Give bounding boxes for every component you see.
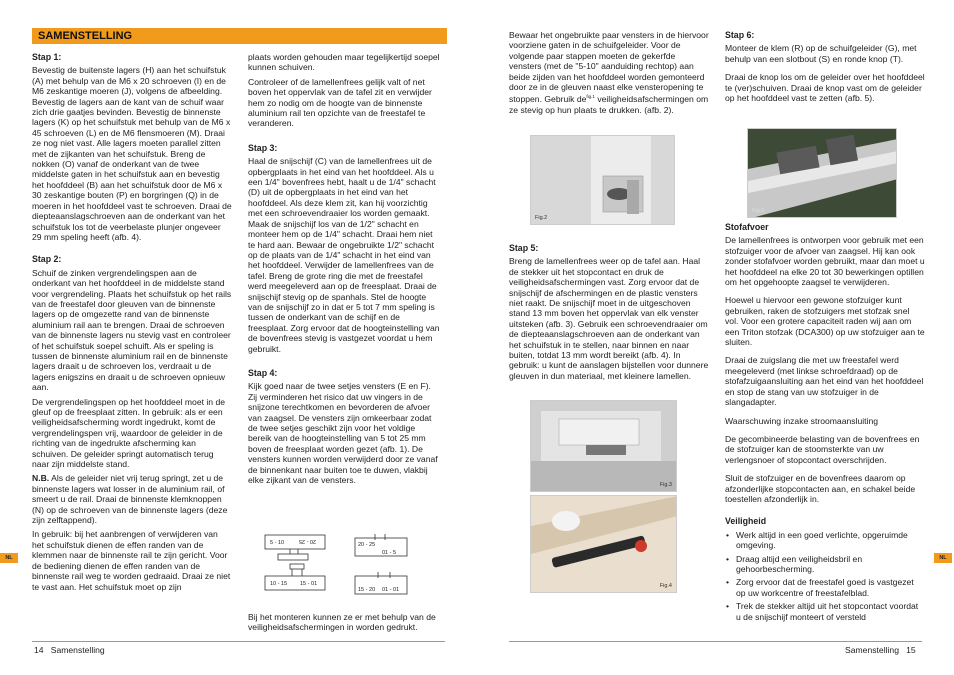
stap2-heading: Stap 2: [32,254,62,265]
language-tab-right: NL [934,553,952,563]
stap6-text1: Monteer de klem (R) op de schuifgeleider (G), met behulp van een slotbout (S) en ronde knop (T). [725,43,917,64]
stap2-text2: De vergrendelingspen op het hoofddeel moet in de gleuf op de freesplaat zitten. In gebruik: als er een veiligheidsafscherming wordt ingedrukt, komt de vergrendelingspen vrij, waardoor de geleider in de richting van de ingedrukte afscherming kan schuiven. De geleider springt automatisch terug naar zijn middelste stand. [32,396,226,470]
stof-text5: De gecombineerde belasting van de bovenfrees en de stofzuiger kan de stoomsterkte van uw verlengsnoer of stopcontact overschrijden. [725,433,920,465]
window-label: 20 - 25 [298,538,316,544]
footer-right [845,645,916,655]
window-plate [278,554,308,560]
window-sketch-figure [250,530,440,608]
right-column-1 [509,30,709,123]
footer-rule-left [32,641,445,642]
fig2-guard [627,180,639,214]
window-label: 01 - 5 [382,550,397,556]
window-label: 15 - 01 [300,581,318,587]
after-figure-text-block [248,612,443,641]
page-number-right: 15 [906,645,916,655]
fig4-caption: Fig.4 [659,583,672,589]
stap6-heading: Stap 6: [725,30,755,40]
fig5-caption: Fig.5 [752,208,765,214]
veiligheid-item: • Zorg ervoor dat de freestafel goed is vastgezet op uw workcentre of freestafelblad. [725,577,925,598]
nb-text: Als de geleider niet vrij terug springt, zet u de binnenste lagers wat losser in de aluminium rail, of smeert u de rail. Draai de binnenste klemknoppen (N) op de schroeven van de binnenste lagers (deze zijn zelftappend). [32,473,228,526]
fig3-table-surface [531,461,677,492]
fig3-cutter [586,445,626,455]
fig4-hand [552,511,580,531]
stap5-heading: Stap 5: [509,243,539,253]
window-label: 10 - 15 [270,581,288,587]
veiligheid-item: • Draag altijd een veiligheidsbril en gehoorbescherming. [725,554,925,575]
fig5-illustration [748,129,897,218]
stap4-heading: Stap 4: [248,367,278,378]
cont-text1: plaats worden gehouden maar tegelijkertijd soepel kunnen schuiven. [248,52,440,73]
footer-rule-right [509,641,922,642]
left-column-2 [248,52,440,493]
stap6-text2: Draai de knop los om de geleider over het hoofddeel te (ver)schuiven. Draai de knop vast om de geleider op het hoofddeel vast te zetten (afb. 5). [725,72,925,104]
stof-text6: Sluit de stofzuiger en de bovenfrees daarom op afzonderlijke stopcontacten aan, en schakel beide toestellen afzonderlijk in. [725,473,916,504]
fig4-illustration [531,496,677,593]
fig5-clamp [826,135,858,165]
stofafvoer-block [725,222,925,625]
veiligheid-list [725,530,925,622]
cont-text2: Controleer of de lamellenfrees gelijk valt of net boven het oppervlak van de tafel zit en verwijder hem zo nodig om de hoogte van de binnenste aluminium rail ten opzichte van de freestafel te veranderen. [248,76,432,129]
section-title: SAMENSTELLING [38,30,133,42]
intro-text: Bewaar het ongebruikte paar vensters in de hiervoor voorziene gaten in de schuifgeleider. Voor de volgende paar stappen moeten de gekerfde vensters (met de "5-10" aanduiding rechtop) aan beide zijden van het hoofddeel worden gemonteerd door ze in de gleuven naast elke vensteropening te stoppen. Gebruik de [509,30,709,105]
window-plate [290,564,304,569]
after-figure-text: Bij het monteren kunnen ze er met behulp van de veiligheidsafschermingen in worden gedrukt. [248,612,436,633]
page-number-left: 14 [34,645,44,655]
intro-superscript: fig.1 [586,94,595,100]
fig4-photo [530,495,677,593]
stof-text1: De lamellenfrees is ontworpen voor gebruik met een stofzuiger voor de afvoer van zaagsel. Hij kan ook zonder stofafvoer worden gebruikt, maar dan moet u het hoofddeel na elke 20 tot 30 bewerkingen optillen om het opgehoopte zaagsel te verwijderen. [725,235,925,288]
nb-paragraph [32,473,232,525]
stof-text3: Draai de zuigslang die met uw freestafel werd meegeleverd (met linkse schroefdraad) op de stofafzuigaansluiting aan het eind van het hoofddeel en stop de stang van uw stofzuiger in de slangadapter. [725,355,924,408]
fig3-photo [530,400,677,492]
fig2-caption: Fig.2 [535,215,548,221]
stap5-block [509,243,709,389]
fig3-illustration [531,401,677,492]
fig4-red-knob [635,540,647,552]
stap4-text: Kijk goed naar de twee setjes vensters (E en F). Zij verminderen het risico dat uw vingers in de snijzone terechtkomen en bevorderen de afvoer van zaagsel. De vensters zijn omkeerbaar zodat de twee setjes geschikt zijn voor het voldige bereik van de hoogteinstelling van 5 tot 25 mm boven de freesplaat worden gezet (afb. 1). De vensters kunnen worden verwijderd door ze vanaf de binnenkant naar buiten toe te duwen, vlakbij elke zijkant van de vensters. [248,381,438,486]
footer-left [34,645,105,655]
footer-section-left: Samenstelling [50,645,105,655]
veiligheid-item: • Werk altijd in een goed verlichte, opgeruimde omgeving. [725,530,925,551]
intro-text-end: veiligheidsafschermingen om ze stevig op hun plaats te drukken. (afb. 2). [509,94,709,115]
stofafvoer-heading: Stofafvoer [725,222,769,232]
stap5-text: Breng de lamellenfrees weer op de tafel aan. Haal de stekker uit het stopcontact en druk de veiligheidsafschermingen vast. Zorg ervoor dat de snijschijf de afschermingen en de plastic vensters niet raakt. De snijschijf moet in de uitgeschoven stand 13 mm boven het oppervlak van elk venster uitsteken (afb. 3). Gebruik een schroevendraaier om de diepteaanslagschroeven aan de onderkant van het schuifstuk in te stellen, naar binnen en naar buiten, totdat 13 mm wordt bereikt (afb. 4). In gebruik: u kunt de aanslagen bijstellen voor dunnere gleuven in dun materiaal, met kleinere lamellen. [509,256,709,381]
fig5-photo [747,128,897,218]
stap2-text3: In gebruik: bij het aanbrengen of verwijderen van het schuifstuk dienen de effen randen van de klemmen naar de binnenste rail te zijn gericht. Voor de bediening dienen de effen randen van de binnenste rail weg te worden gedraaid. Draai ze niet te vast aan. Het schuifstuk moet op zijn [32,529,231,592]
nb-label: N.B. [32,473,50,484]
section-banner [32,28,447,44]
fig2-photo [530,135,675,225]
stap1-text: Bevestig de buitenste lagers (H) aan het schuifstuk (A) met behulp van de M6 x 20 schroeven (I) en de M6 zeskantige moeren (J), volgens de afbeelding. Bevestig de lagers aan de kant van de schuif waar zich drie gaatjes bevinden. Bevestig de binnenste lagers (K) op het schuifstuk met behulp van de M6 x 45 schroeven (L) en de M6 flensmoeren (M). Draai ze nog niet vast. Alle lagers moeten parallel zitten met de zijkanten van het schuifstuk. Breng de nokken (O) vanaf de onderkant van de twee middelste gaten in het schuifstuk aan en bevestig het hoofddeel (B) aan het schuifstuk door de M6 x 30 zeskantige bouten (P) en borgringen (Q) in de moeren in het hoofddeel vast te schroeven. Draai de diepteaanslagschroeven aan de onderkant van het schuifstuk los tot de veerbelaste plunjer ongeveer 29 mm speling heeft (afb. 4). [32,65,232,242]
stof-text2: Hoewel u hiervoor een gewone stofzuiger kunt gebruiken, raken de stofzuigers met stofzak snel vol. Voor een grotere capaciteit raden wij aan om een Triton stofzak (DCA300) op uw stofzuiger aan te sluiten. [725,295,925,348]
intro-paragraph [509,30,709,115]
window-label: 20 - 25 [358,542,376,548]
stap1-heading: Stap 1: [32,52,62,62]
left-column-1 [32,52,232,600]
stap2-text1: Schuif de zinken vergrendelingspen aan de onderkant van het hoofddeel in de middelste stand voor vergrendeling. Plaats het schuifstuk op het rails van de freestafel door gleuven van de binnenste lagers op de omgezette rand van de binnenste aluminium rail aan te brengen. Draai de schroeven van de binnenste lagers nu stevig vast en controleer of het schuifstuk soepel schuift. Als er speling is tussen de binnenste aluminium rail en de binnenste lagers draait u de schroeven los, verdraait u de lagers enigszins en draait u de schroeven opnieuw aan. [32,267,232,393]
veiligheid-heading: Veiligheid [725,516,767,527]
fig3-window [559,419,639,445]
stap3-heading: Stap 3: [248,142,278,153]
window-label: 5 - 10 [270,540,285,546]
right-column-2 [725,30,925,111]
stap3-text: Haal de snijschijf (C) van de lamellenfrees uit de opbergplaats in het eind van het hoofddeel. Als u een 1/4" bovenfrees hebt, haalt u de 1/4" schacht (D) uit de opbergplaats in het eind van het hoofddeel. Als deze klem zit, kan hij voorzichtig met een schroevendraaier los worden gemaakt. Maak de snijschijf los van de 1/2" schacht en monteer hem op de 1/4" schacht. Draai hem niet te hard aan. Bewaar de ongebruikte 1/2" schacht op de plaats van de 1/4" schacht in het eind van het hoofddeel. Verwijder de lamellenfrees van de tafel. Breng de grote ring die met de freestafel werd meegeleverd aan op de freesplaat. Draai de snijschijf stevig op de spanhals. Stel de hoogte van de snijschijf zo in dat er 5 tot 7 mm speling is tussen de onderkant van de schijf en de freesplaat. Zorg ervoor dat de hoogteinstelling van de bovenfrees stevig is vastgezet voordat u hem gebruikt. [248,156,440,354]
stof-text4: Waarschuwing inzake stroomaansluiting [725,415,879,426]
veiligheid-item: • Trek de stekker altijd uit het stopcontact voordat u de snijschijf monteert of versteld [725,601,925,622]
fig3-caption: Fig.3 [659,482,672,488]
fig2-illustration [531,136,675,225]
footer-section-right: Samenstelling [845,645,899,655]
window-label: 01 - 01 [382,587,400,593]
window-label: 15 - 20 [358,587,376,593]
language-tab-left: NL [0,553,18,563]
